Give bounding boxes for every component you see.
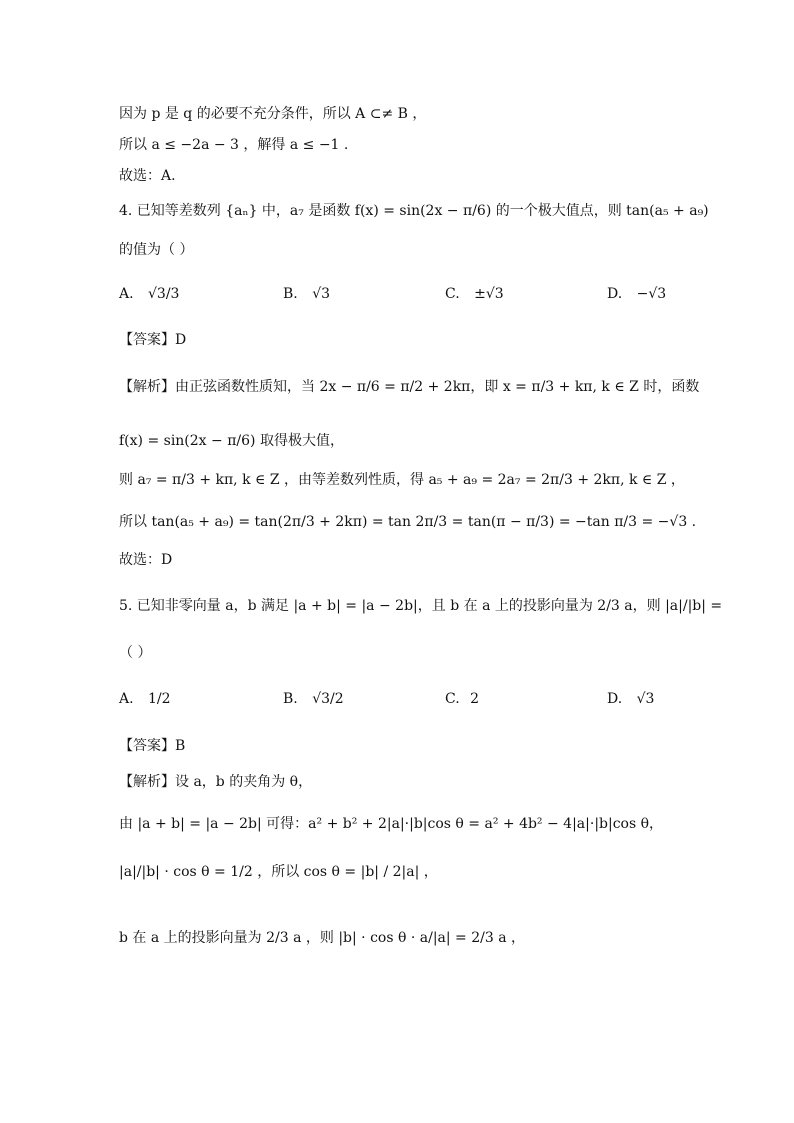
question-5-stem: 5. 已知非零向量 a，b 满足 |a + b| = |a − 2b|，且 b 在 a 上的投影向量为 2/3 a，则 |a|/|b| = (119, 598, 723, 614)
option-value: √3/2 (312, 691, 344, 707)
option-label: B. (283, 691, 298, 707)
option-label: C. (445, 691, 460, 707)
explanation-4: 所以 tan(a₅ + a₉) = tan(2π/3 + 2kπ) = tan 2π/3 = tan(π − π/3) = −tan π/3 = −√3 . (119, 514, 697, 530)
q5-option-d (607, 689, 654, 709)
text-line: 所以 a ≤ −2a − 3 ，解得 a ≤ −1 . (119, 137, 349, 153)
option-value: −√3 (636, 286, 667, 302)
question-4-stem: 4. 已知等差数列 {aₙ} 中，a₇ 是函数 f(x) = sin(2x − π/6) 的一个极大值点，则 tan(a₅ + a₉) (119, 203, 709, 219)
q4-option-c (445, 284, 504, 304)
option-label: A. (119, 691, 134, 707)
option-value: 1/2 (148, 691, 171, 707)
q5-option-a (119, 689, 171, 709)
explanation-4: 【解析】由正弦函数性质知，当 2x − π/6 = π/2 + 2kπ，即 x = π/3 + kπ, k ∈ Z 时，函数 (119, 379, 700, 395)
answer-4: 【答案】D (119, 332, 187, 348)
question-4-stem-cont: 的值为（ ） (119, 242, 194, 258)
explanation-4: f(x) = sin(2x − π/6) 取得极大值， (119, 433, 344, 449)
text-line: 故选：A. (119, 168, 176, 184)
option-value: ±√3 (474, 286, 504, 302)
q4-option-b (283, 284, 330, 304)
text-line: 因为 p 是 q 的必要不充分条件，所以 A ⊂≠ B ， (119, 106, 427, 122)
option-value: 2 (470, 691, 480, 707)
q4-option-a (119, 284, 179, 304)
explanation-4: 则 a₇ = π/3 + kπ, k ∈ Z ，由等差数列性质，得 a₅ + a₉ = 2a₇ = 2π/3 + 2kπ, k ∈ Z ， (119, 472, 685, 488)
question-5-stem-cont: （ ） (119, 645, 152, 661)
q4-option-d (607, 284, 666, 304)
option-value: √3 (312, 286, 331, 302)
explanation-5: b 在 a 上的投影向量为 2/3 a ，则 |b| · cos θ · a/|a| = 2/3 a ， (119, 930, 526, 946)
q5-option-c (445, 689, 479, 709)
q5-option-b (283, 689, 344, 709)
answer-5: 【答案】B (119, 738, 186, 754)
option-label: D. (607, 691, 623, 707)
option-label: D. (607, 286, 623, 302)
option-label: A. (119, 286, 134, 302)
option-value: √3/3 (148, 286, 180, 302)
explanation-5: 【解析】设 a，b 的夹角为 θ， (119, 774, 313, 790)
option-label: C. (445, 286, 460, 302)
explanation-5: 由 |a + b| = |a − 2b| 可得：a² + b² + 2|a|·|b|cos θ = a² + 4b² − 4|a|·|b|cos θ， (119, 816, 664, 832)
option-value: √3 (636, 691, 655, 707)
explanation-4: 故选：D (119, 552, 173, 568)
option-label: B. (283, 286, 298, 302)
explanation-5: |a|/|b| · cos θ = 1/2 ，所以 cos θ = |b| / 2|a| ， (119, 864, 438, 880)
